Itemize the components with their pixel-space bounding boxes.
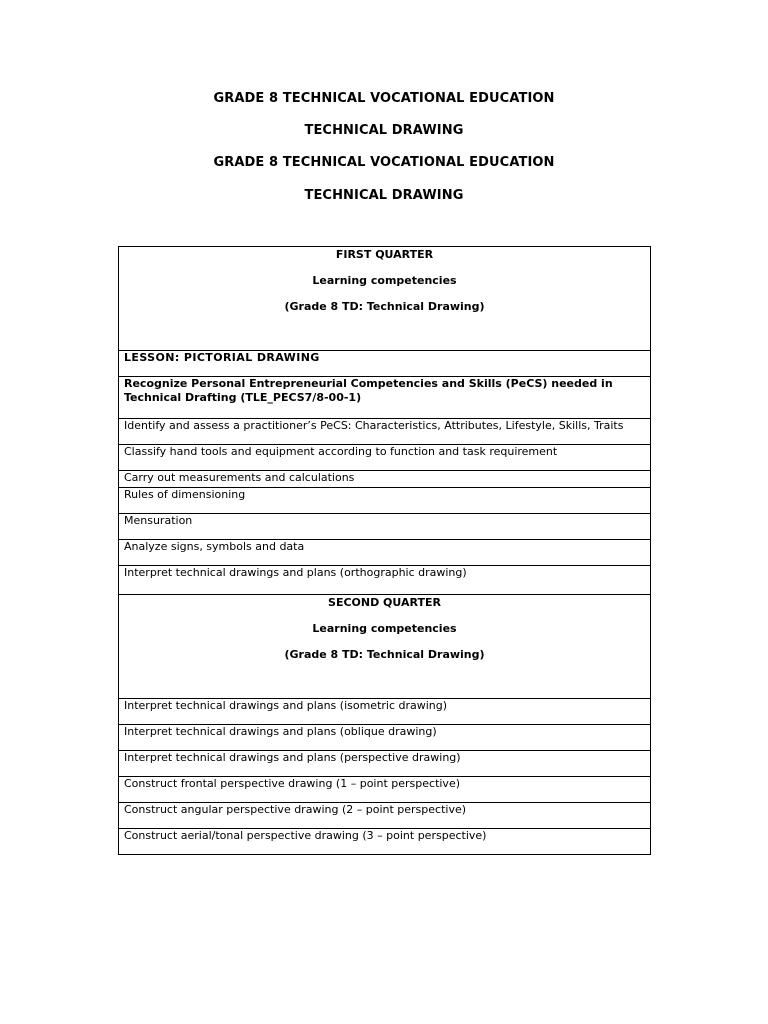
- table-row: [119, 540, 651, 566]
- competency-table: [118, 246, 651, 855]
- table-row: [119, 445, 651, 471]
- pecs-row: [119, 377, 651, 419]
- lesson-title: LESSON: PICTORIAL DRAWING: [119, 351, 651, 377]
- table-row: [119, 419, 651, 445]
- table-row: [119, 803, 651, 829]
- first-quarter-subtitle: Learning competencies: [312, 274, 457, 287]
- competency-item: Interpret technical drawings and plans (perspective drawing): [119, 751, 651, 777]
- competency-item: Rules of dimensioning: [119, 488, 651, 514]
- pecs-heading: Recognize Personal Entrepreneurial Competencies and Skills (PeCS) needed in Technical Drafting (TLE_PECS7/8-00-1): [119, 377, 651, 419]
- document-subtitle-repeat: TECHNICAL DRAWING: [304, 188, 464, 203]
- first-quarter-course: (Grade 8 TD: Technical Drawing): [284, 300, 485, 313]
- lesson-row: [119, 351, 651, 377]
- table-row: [119, 566, 651, 595]
- second-quarter-subtitle: Learning competencies: [312, 622, 457, 635]
- competency-item: Construct frontal perspective drawing (1 – point perspective): [119, 777, 651, 803]
- competency-item: Carry out measurements and calculations: [119, 471, 651, 488]
- table-row: [119, 777, 651, 803]
- competency-item: Construct angular perspective drawing (2 – point perspective): [119, 803, 651, 829]
- second-quarter-header: [119, 595, 651, 699]
- second-quarter-header-row: [119, 595, 651, 699]
- first-quarter-header-row: [119, 247, 651, 351]
- table-row: [119, 751, 651, 777]
- table-row: [119, 699, 651, 725]
- document-subtitle: TECHNICAL DRAWING: [304, 123, 464, 138]
- first-quarter-title: FIRST QUARTER: [335, 248, 434, 261]
- competency-item: Classify hand tools and equipment according to function and task requirement: [119, 445, 651, 471]
- competency-item: Construct aerial/tonal perspective drawing (3 – point perspective): [119, 829, 651, 855]
- document-title-repeat: GRADE 8 TECHNICAL VOCATIONAL EDUCATION: [213, 155, 555, 170]
- second-quarter-course: (Grade 8 TD: Technical Drawing): [284, 648, 485, 661]
- competency-item: Interpret technical drawings and plans (isometric drawing): [119, 699, 651, 725]
- competency-item: Interpret technical drawings and plans (oblique drawing): [119, 725, 651, 751]
- competency-item: Identify and assess a practitioner’s PeCS: Characteristics, Attributes, Lifestyle, Skills, Traits: [119, 419, 651, 445]
- table-row: [119, 829, 651, 855]
- table-row: [119, 514, 651, 540]
- competency-item: Analyze signs, symbols and data: [119, 540, 651, 566]
- table-row: [119, 725, 651, 751]
- table-row: [119, 471, 651, 488]
- document-title: GRADE 8 TECHNICAL VOCATIONAL EDUCATION: [213, 91, 555, 106]
- table-row: [119, 488, 651, 514]
- competency-item: Interpret technical drawings and plans (orthographic drawing): [119, 566, 651, 595]
- second-quarter-title: SECOND QUARTER: [328, 596, 441, 609]
- competency-item: Mensuration: [119, 514, 651, 540]
- first-quarter-header: [119, 247, 651, 351]
